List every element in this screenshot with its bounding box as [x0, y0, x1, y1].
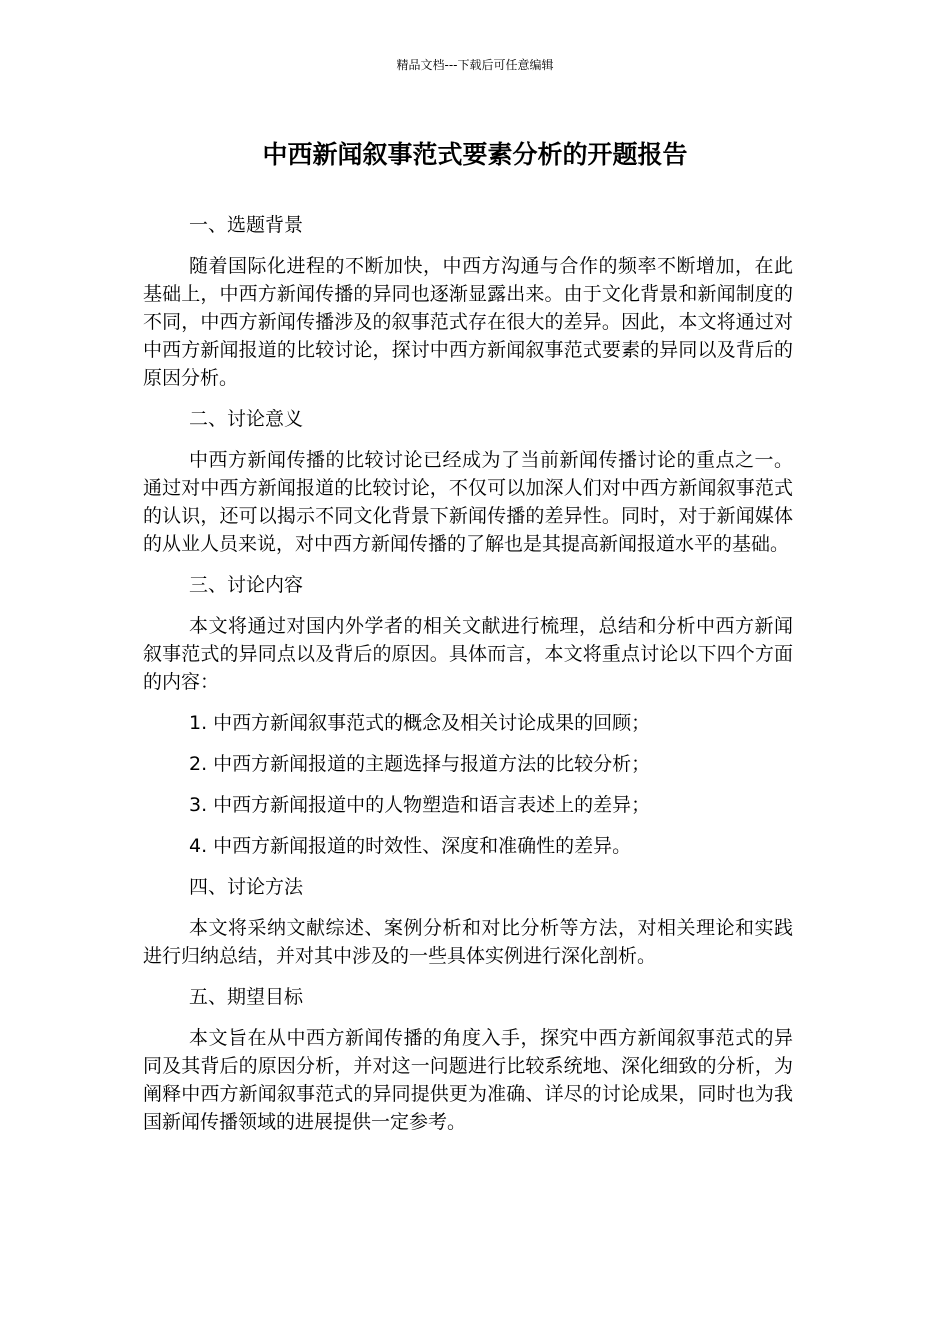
section-goals [143, 983, 793, 1136]
section-paragraph: 中西方新闻传播的比较讨论已经成为了当前新闻传播讨论的重点之一。通过对中西方新闻报道的比较讨论，不仅可以加深人们对中西方新闻叙事范式的认识，还可以揭示不同文化背景下新闻传播的差异性。同时，对于新闻媒体的从业人员来说，对中西方新闻传播的了解也是其提高新闻报道水平的基础。 [143, 449, 793, 555]
list-item: 3. 中西方新闻报道中的人物塑造和语言表述上的差异； [189, 794, 651, 816]
page-header: 精品文档---下载后可任意编辑 [396, 58, 554, 72]
document-title: 中西新闻叙事范式要素分析的开题报告 [262, 140, 688, 169]
section-paragraph: 本文将通过对国内外学者的相关文献进行梳理，总结和分析中西方新闻叙事范式的异同点以及背后的原因。具体而言，本文将重点讨论以下四个方面的内容： [143, 615, 793, 693]
section-method [143, 873, 793, 970]
section-heading: 二、讨论意义 [189, 408, 304, 430]
section-background [143, 211, 793, 392]
list-item: 2. 中西方新闻报道的主题选择与报道方法的比较分析； [189, 753, 651, 775]
section-content [143, 571, 793, 860]
section-heading: 五、期望目标 [189, 986, 304, 1008]
section-heading: 三、讨论内容 [189, 574, 304, 596]
section-heading: 一、选题背景 [189, 214, 304, 236]
section-paragraph: 随着国际化进程的不断加快，中西方沟通与合作的频率不断增加，在此基础上，中西方新闻传播的异同也逐渐显露出来。由于文化背景和新闻制度的不同，中西方新闻传播涉及的叙事范式存在很大的差异。因此，本文将通过对中西方新闻报道的比较讨论，探讨中西方新闻叙事范式要素的异同以及背后的原因分析。 [143, 255, 793, 389]
section-paragraph: 本文将采纳文献综述、案例分析和对比分析等方法，对相关理论和实践进行归纳总结，并对其中涉及的一些具体实例进行深化剖析。 [143, 917, 793, 967]
content-list [143, 709, 793, 860]
document-body [143, 211, 793, 1149]
section-significance [143, 405, 793, 558]
section-paragraph: 本文旨在从中西方新闻传播的角度入手，探究中西方新闻叙事范式的异同及其背后的原因分析，并对这一问题进行比较系统地、深化细致的分析，为阐释中西方新闻叙事范式的异同提供更为准确、详尽的讨论成果，同时也为我国新闻传播领域的进展提供一定参考。 [143, 1027, 793, 1133]
list-item: 4. 中西方新闻报道的时效性、深度和准确性的差异。 [189, 835, 632, 857]
list-item: 1. 中西方新闻叙事范式的概念及相关讨论成果的回顾； [189, 712, 651, 734]
section-heading: 四、讨论方法 [189, 876, 304, 898]
